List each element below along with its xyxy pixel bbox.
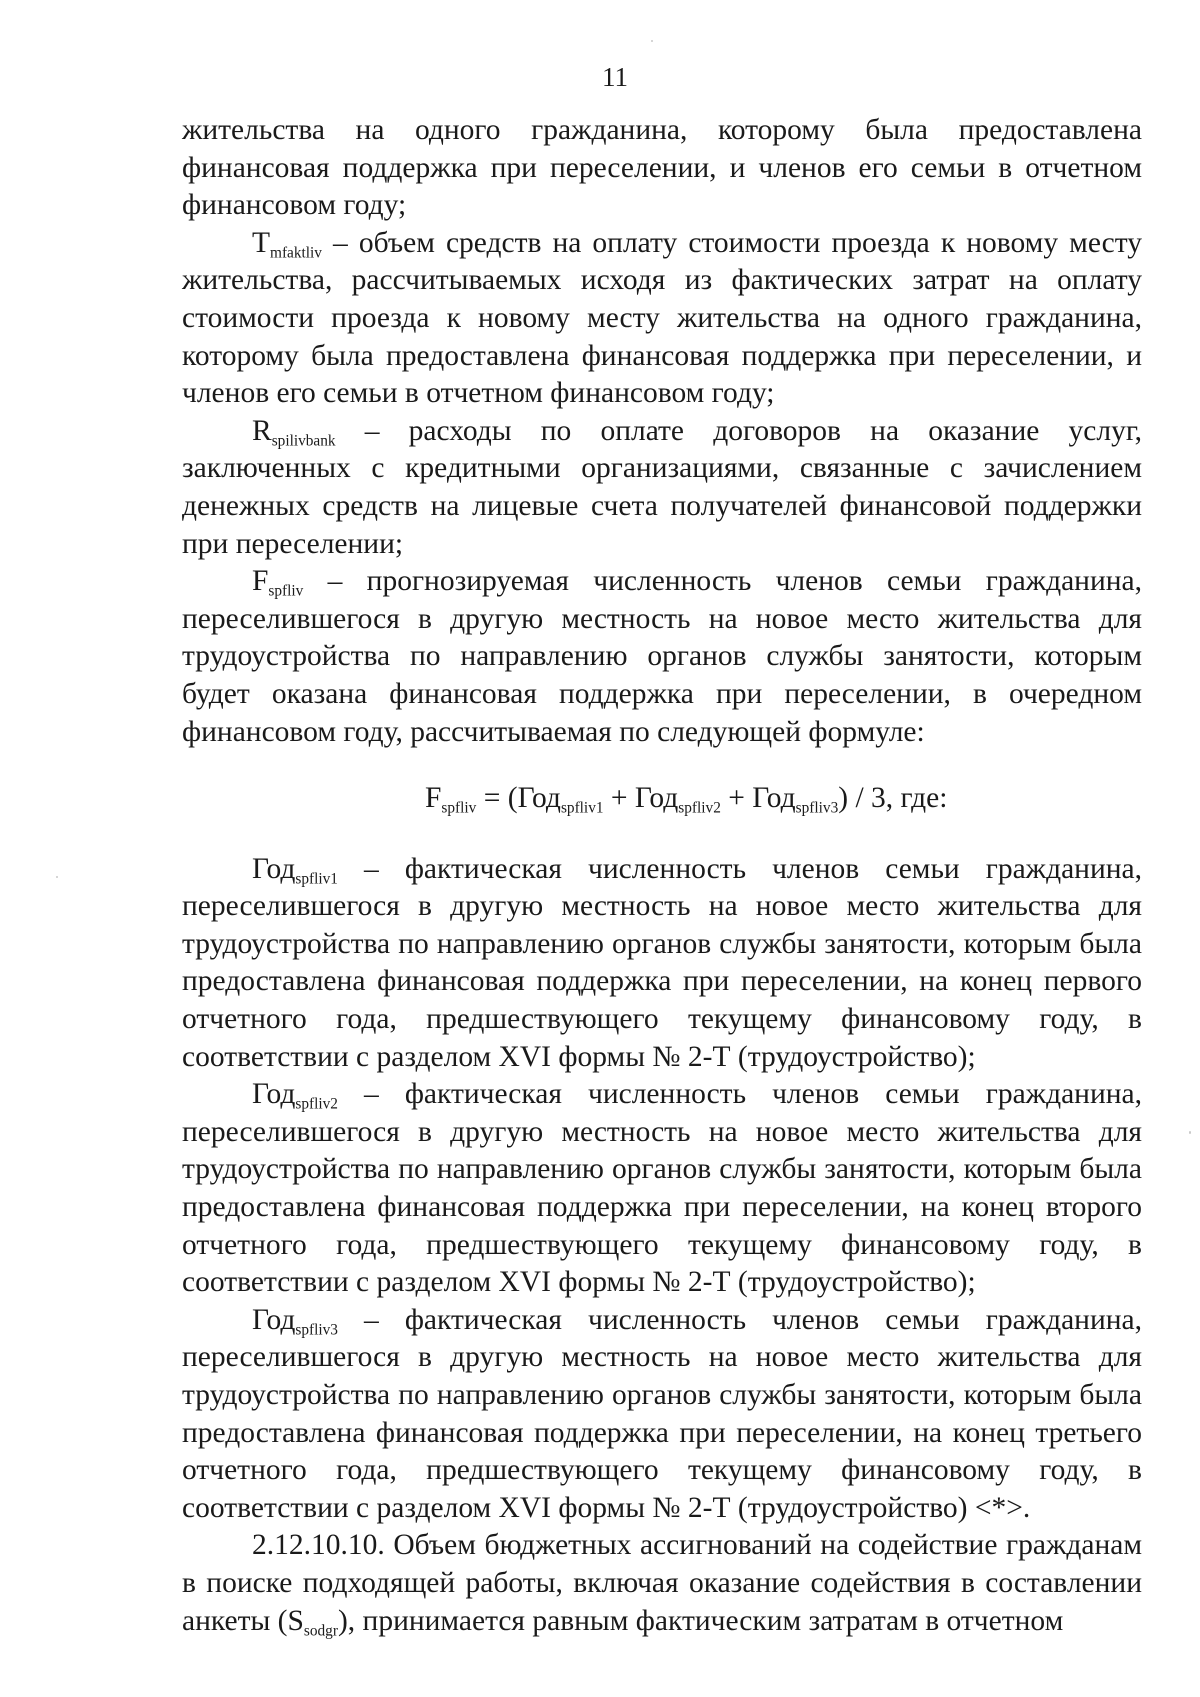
formula-term-3-subscript: spfliv3: [795, 799, 839, 817]
definition-text: – расходы по оплате договоров на оказание услуг, заключенных с кредитными организациями, связанные с зачислением денежных средств на лицевые счета получателей финансовой поддержки при переселении;: [182, 414, 1142, 560]
definition-r-spilivbank: [182, 413, 1142, 563]
symbol: Год: [252, 1303, 296, 1336]
formula-plus: +: [720, 782, 753, 815]
formula: [182, 780, 1142, 818]
symbol-subscript: spfliv: [268, 582, 304, 600]
formula-term-2: Год: [634, 782, 679, 815]
definition-t-mfaktliv: [182, 225, 1142, 413]
symbol: Год: [252, 1078, 296, 1111]
formula-term-1: Год: [517, 782, 561, 815]
section-text: ), принимается равным фактическим затратам в отчетном: [337, 1604, 1064, 1637]
definition-text: – фактическая численность членов семьи гражданина, переселившегося в другую местность на новое место жительства для трудоустройства по направлению органов службы занятости, которым была предоставлена финансовая поддержка при переселении, на конец второго отчетного года, предшествующего текущему финансовому году, в соответствии с разделом XVI формы № 2-Т (трудоустройство);: [182, 1078, 1142, 1299]
scan-speck: [56, 876, 58, 878]
symbol: F: [252, 565, 269, 598]
section-text: 2.12.10.10. Объем бюджетных ассигнований на содействие гражданам в поиске подходящей работы, включая оказание содействия в составлении анкеты (S: [182, 1529, 1142, 1637]
definition-f-spfliv: [182, 563, 1142, 751]
spacer: [182, 751, 1142, 780]
scan-speck: [651, 40, 653, 42]
symbol: Год: [252, 852, 296, 885]
definition-text: – прогнозируемая численность членов семьи гражданина, переселившегося в другую местность на новое место жительства для трудоустройства по направлению органов службы занятости, которым будет оказана финансовая поддержка при переселении, в очередном финансовом году, рассчитываемая по следующей формуле:: [182, 565, 1142, 748]
symbol-subscript: sodgr: [303, 1621, 338, 1639]
definition-god-spfliv3: [182, 1302, 1142, 1528]
formula-term-3: Год: [752, 782, 796, 815]
definition-text: – фактическая численность членов семьи гражданина, переселившегося в другую местность на новое место жительства для трудоустройства по направлению органов службы занятости, которым была предоставлена финансовая поддержка при переселении, на конец третьего отчетного года, предшествующего текущему финансовому году, в соответствии с разделом XVI формы № 2-Т (трудоустройство) <*>.: [182, 1303, 1142, 1524]
symbol-subscript: spfliv2: [295, 1095, 338, 1113]
formula-lhs: F: [425, 782, 442, 815]
symbol: R: [252, 414, 272, 447]
scan-speck: [1189, 1131, 1191, 1134]
document-body: [182, 112, 1142, 1640]
page-number: 11: [602, 62, 628, 92]
formula-plus: +: [603, 782, 635, 815]
formula-lhs-subscript: spfliv: [441, 799, 477, 817]
formula-term-1-subscript: spfliv1: [560, 799, 604, 817]
symbol-subscript: spilivbank: [271, 432, 336, 450]
formula-term-2-subscript: spfliv2: [678, 799, 721, 817]
paragraph-text: жительства на одного гражданина, которому была предоставлена финансовая поддержка при переселении, и членов его семьи в отчетном финансовом году;: [182, 114, 1142, 222]
symbol-subscript: spfliv3: [295, 1321, 338, 1339]
formula-equals: = (: [476, 782, 518, 815]
spacer: [182, 818, 1142, 851]
definition-god-spfliv1: [182, 851, 1142, 1077]
definition-text: – фактическая численность членов семьи гражданина, переселившегося в другую местность на новое место жительства для трудоустройства по направлению органов службы занятости, которым была предоставлена финансовая поддержка при переселении, на конец первого отчетного года, предшествующего текущему финансовому году, в соответствии с разделом XVI формы № 2-Т (трудоустройство);: [182, 852, 1142, 1073]
definition-text: – объем средств на оплату стоимости проезда к новому месту жительства, рассчитываемых исходя из фактических затрат на оплату стоимости проезда к новому месту жительства на одного гражданина, которому была предоставлена финансовая поддержка при переселении, и членов его семьи в отчетном финансовом году;: [182, 226, 1142, 410]
symbol: T: [252, 226, 271, 259]
formula-tail: ) / 3, где:: [838, 782, 948, 815]
section-2-12-10-10: [182, 1527, 1142, 1640]
definition-god-spfliv2: [182, 1076, 1142, 1302]
paragraph-continuation: [182, 112, 1142, 225]
symbol-subscript: spfliv1: [295, 870, 338, 888]
symbol-subscript: mfaktliv: [270, 244, 322, 262]
